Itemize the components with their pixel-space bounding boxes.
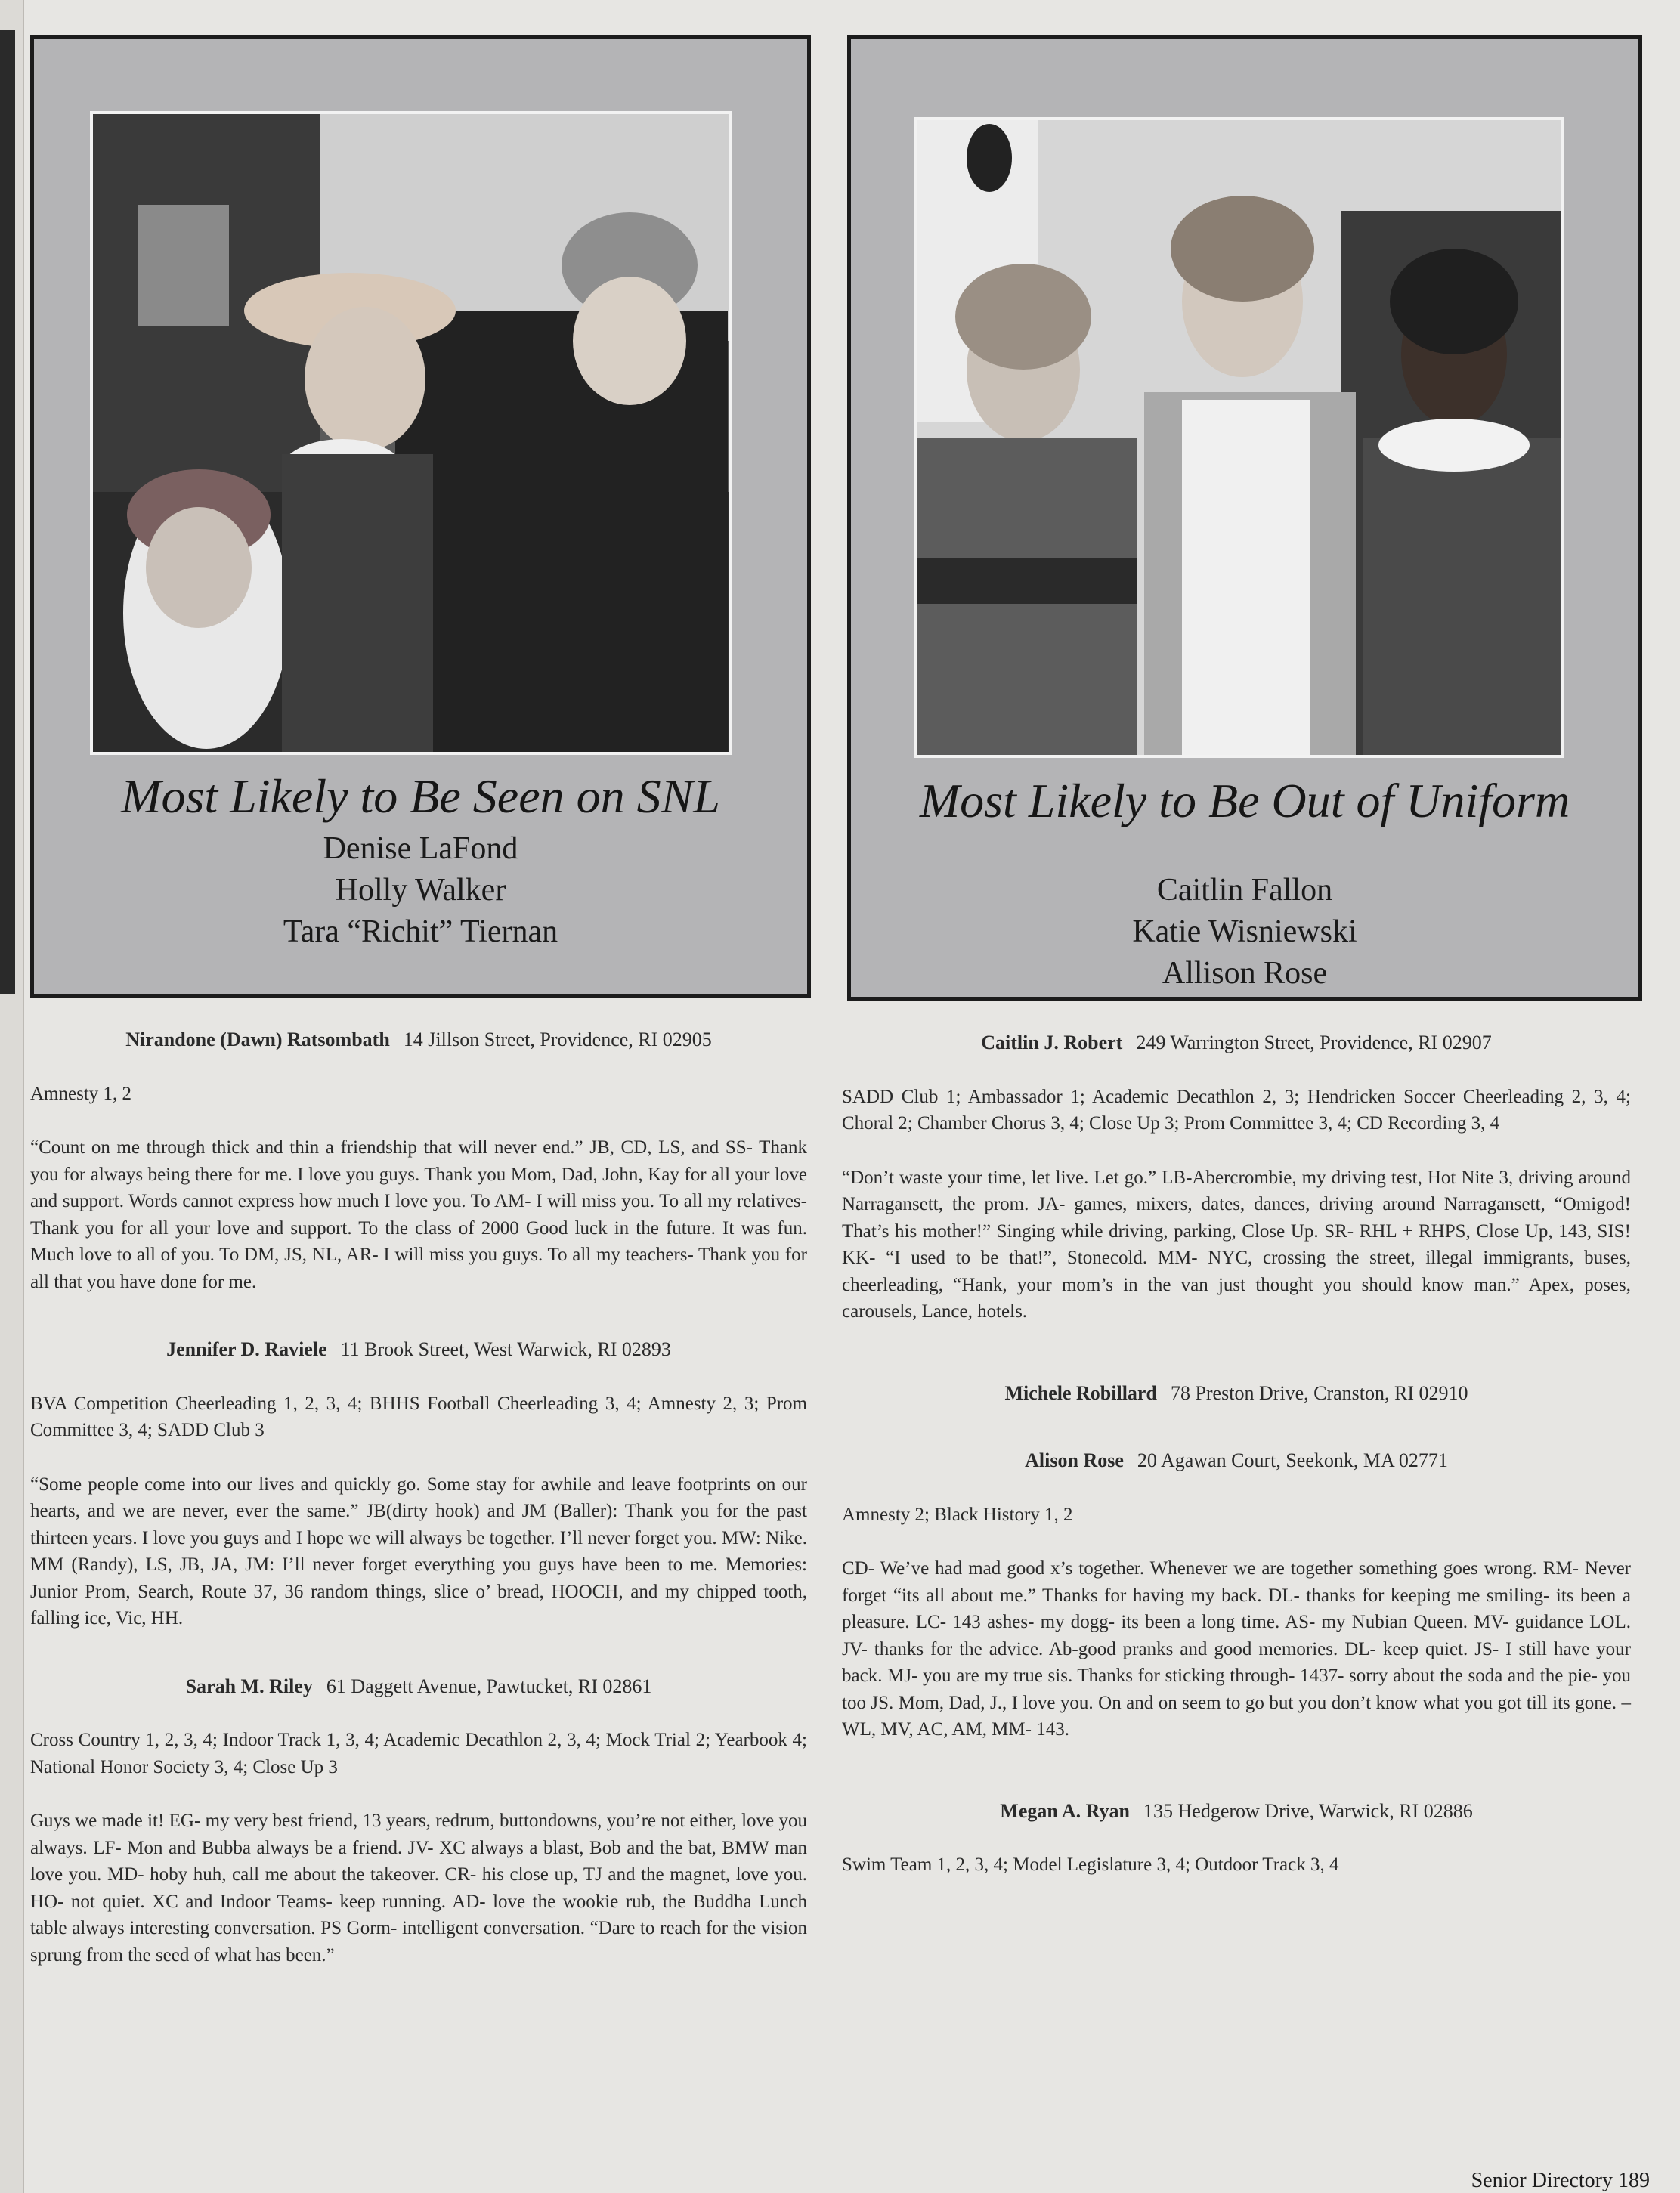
award-name: Allison Rose <box>1162 956 1328 991</box>
student-message: CD- We’ve had mad good x’s together. Whenever we are together something goes wrong. RM- Never forget “its all about me.” Thanks for having my back. DL- thanks for keeping me smiling- its been a pleasure. LC- 143 ashes- my dogg- its been a long time. AS- my Nubian Queen. MV- guidance LOL. JV- thanks for the advice. Ab-good pranks and good memories. DL- keep quiet. JS- I still have your back. MJ- you are my true sis. Thanks for sticking through- 1437- sorry about the soda and the pie- you too JS. Mom, Dad, J., I love you. On and on seem to go but you don’t know what you got till its gone. – WL, MV, AC, AM, MM- 143. <box>842 1558 1631 1740</box>
group-photo-image <box>93 114 729 752</box>
directory-column-right <box>842 1029 1631 1879</box>
student-name: Sarah M. Riley <box>185 1675 313 1697</box>
entry-header <box>842 1380 1631 1407</box>
student-activities: Cross Country 1, 2, 3, 4; Indoor Track 1, 3, 4; Academic Decathlon 2, 3, 4; Mock Trial 2; Yearbook 4; National Honor Society 3, 4; Close Up 3 <box>30 1730 807 1777</box>
award-name: Caitlin Fallon <box>1156 873 1333 908</box>
student-activities: Swim Team 1, 2, 3, 4; Model Legislature 3, 4; Outdoor Track 3, 4 <box>842 1854 1339 1875</box>
award-name: Holly Walker <box>335 873 506 908</box>
student-name: Michele Robillard <box>1004 1381 1157 1404</box>
student-message: “Count on me through thick and thin a friendship that will never end.” JB, CD, LS, and SS- Thank you for always being there for me. I love you guys. Thank you Mom, Dad, John, Kay for all your love and support. Words cannot express how much I love you. To AM- I will miss you. To all my relatives- Thank you for all your love and support. To the class of 2000 Good luck in the future. It was fun. Much love to all of you. To DM, JS, NL, AR- I will miss you guys. To all my teachers- Thank you for all that you have done for me. <box>30 1137 807 1292</box>
student-address: 78 Preston Drive, Cranston, RI 02910 <box>1170 1381 1468 1404</box>
award-names <box>851 870 1638 994</box>
student-address: 14 Jillson Street, Providence, RI 02905 <box>403 1028 712 1050</box>
award-name: Denise LaFond <box>323 831 518 866</box>
group-photo-image <box>917 120 1561 755</box>
student-name: Caitlin J. Robert <box>981 1032 1123 1053</box>
entry-header <box>30 1336 807 1363</box>
student-activities: Amnesty 1, 2 <box>30 1083 132 1104</box>
student-address: 20 Agawan Court, Seekonk, MA 02771 <box>1137 1449 1448 1471</box>
entry-header <box>842 1447 1631 1474</box>
entry-header <box>842 1798 1631 1825</box>
award-names <box>34 828 807 953</box>
entry-header <box>842 1029 1631 1056</box>
student-message: “Don’t waste your time, let live. Let go.” LB-Abercrombie, my driving test, Hot Nite 3, driving around Narragansett, the prom. JA- games, mixers, dates, dances, driving around Narragansett, “Omigod! That’s his mother!” Singing while driving, parking, Close Up. SR- RHL + RHPS, Close Up, 143, SIS! KK- “I used to be that!”, Stonecold. MM- NYC, crossing the street, illegal immigrants, buses, cheerleading, “Hank, your mom’s in the van just thought you should know man.” Apex, poses, carousels, Lance, hotels. <box>842 1167 1631 1322</box>
student-activities: BVA Competition Cheerleading 1, 2, 3, 4; BHHS Football Cheerleading 3, 4; Amnesty 2, 3; Prom Committee 3, 4; SADD Club 3 <box>30 1393 807 1440</box>
entry-header <box>30 1673 807 1700</box>
student-activities: Amnesty 2; Black History 1, 2 <box>842 1504 1073 1525</box>
student-message: Guys we made it! EG- my very best friend, 13 years, redrum, buttondowns, you’re not either, love you always. LF- Mon and Bubba always be a friend. JV- XC always a blast, Bob and the bat, BMW man love you. MD- hoby huh, call me about the takeover. CR- his close up, TJ and the magnet, love you. HO- not quiet. XC and Indoor Teams- keep running. AD- love the wookie rub, the Buddha Lunch table always interesting conversation. PS Gorm- intelligent conversation. “Dare to reach for the vision sprung from the seed of what has been.” <box>30 1811 807 1966</box>
directory-entry <box>842 1447 1631 1743</box>
directory-entry <box>842 1029 1631 1325</box>
student-address: 11 Brook Street, West Warwick, RI 02893 <box>340 1338 671 1360</box>
directory-entry <box>842 1798 1631 1879</box>
page-number: 189 <box>1618 2169 1650 2192</box>
student-name: Megan A. Ryan <box>1000 1799 1130 1822</box>
award-photo-uniform <box>914 117 1564 758</box>
student-name: Jennifer D. Raviele <box>166 1338 327 1360</box>
student-activities: SADD Club 1; Ambassador 1; Academic Decathlon 2, 3; Hendricken Soccer Cheerleading 2, 3, 4; Choral 2; Chamber Chorus 3, 4; Close Up 3; Prom Committee 3, 4; CD Recording 3, 4 <box>842 1086 1631 1134</box>
directory-entry <box>30 1026 807 1295</box>
previous-page-photo-edge <box>0 30 15 994</box>
award-title: Most Likely to Be Out of Uniform <box>919 774 1570 827</box>
directory-entry <box>30 1336 807 1632</box>
student-address: 249 Warrington Street, Providence, RI 02907 <box>1136 1032 1492 1053</box>
directory-entry <box>842 1380 1631 1407</box>
award-title: Most Likely to Be Seen on SNL <box>121 769 720 823</box>
award-photo-snl <box>90 111 732 755</box>
student-name: Alison Rose <box>1025 1449 1124 1471</box>
student-address: 61 Daggett Avenue, Pawtucket, RI 02861 <box>326 1675 652 1697</box>
entry-header <box>30 1026 807 1053</box>
award-name: Katie Wisniewski <box>1132 914 1357 949</box>
award-box-snl <box>30 35 811 998</box>
award-box-uniform <box>847 35 1642 1001</box>
footer-label: Senior Directory <box>1471 2169 1613 2192</box>
student-name: Nirandone (Dawn) Ratsombath <box>125 1028 390 1050</box>
award-name: Tara “Richit” Tiernan <box>283 914 558 949</box>
directory-entry <box>30 1673 807 1969</box>
student-message: “Some people come into our lives and quickly go. Some stay for awhile and leave footprints on our hearts, and we are never, ever the same.” JB(dirty hook) and JM (Baller): Thank you for the past thirteen years. I love you guys and I hope we will always be together. I’ll never forget you. MW: Nike. MM (Randy), LS, JB, JA, JM: I’ll never forget everything you guys have been to me. Memories: Junior Prom, Search, Route 37, 36 random things, slice o’ bread, HOOCH, and my chipped tooth, falling ice, Vic, HH. <box>30 1474 807 1629</box>
directory-column-left <box>30 1026 807 1969</box>
page-footer <box>1471 2169 1650 2193</box>
student-address: 135 Hedgerow Drive, Warwick, RI 02886 <box>1143 1799 1473 1822</box>
